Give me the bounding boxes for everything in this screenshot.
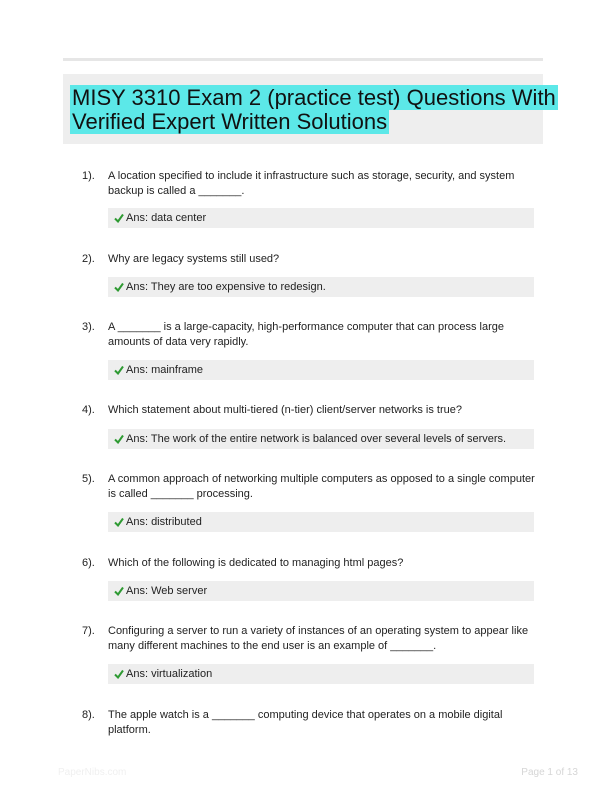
- question-text: Which statement about multi-tiered (n-tier) client/server networks is true?: [108, 404, 462, 416]
- question-text: Which of the following is dedicated to managing html pages?: [108, 557, 404, 569]
- footer-page-number: Page 1 of 13: [521, 767, 578, 778]
- footer-site-watermark: PaperNibs.com: [58, 767, 127, 778]
- answer-box: [108, 664, 534, 684]
- checkmark-icon: [114, 282, 124, 292]
- question-text: A _______ is a large-capacity, high-performance computer that can process large amounts of data very rapidly.: [108, 321, 505, 348]
- question-number: 6).: [82, 557, 95, 569]
- answer-box: [108, 429, 534, 449]
- answer-text: Ans: The work of the entire network is balanced over several levels of servers.: [126, 433, 507, 445]
- checkmark-icon: [114, 365, 124, 375]
- question-number: 3).: [82, 321, 95, 333]
- answer-box: [108, 208, 534, 228]
- question-text: A common approach of networking multiple computers as opposed to a single computer is called _______ processing.: [108, 473, 535, 500]
- question-text: The apple watch is a _______ computing device that operates on a mobile digital platform.: [108, 709, 503, 736]
- question-number: 2).: [82, 253, 95, 265]
- answer-text: Ans: They are too expensive to redesign.: [126, 281, 326, 293]
- answer-box: [108, 360, 534, 380]
- question-number: 1).: [82, 170, 95, 182]
- checkmark-icon: [114, 669, 124, 679]
- checkmark-icon: [114, 213, 124, 223]
- checkmark-icon: [114, 517, 124, 527]
- question-text: A location specified to include it infrastructure such as storage, security, and system backup is called a _______.: [108, 170, 515, 197]
- answer-box: [108, 581, 534, 601]
- answer-text: Ans: distributed: [126, 516, 202, 528]
- answer-text: Ans: virtualization: [126, 668, 213, 680]
- question-text: Why are legacy systems still used?: [108, 253, 280, 265]
- question-number: 5).: [82, 473, 95, 485]
- answer-text: Ans: data center: [126, 212, 207, 224]
- answer-box: [108, 277, 534, 297]
- answer-box: [108, 512, 534, 532]
- answer-text: Ans: mainframe: [126, 364, 204, 376]
- top-divider: [63, 58, 543, 61]
- answer-text: Ans: Web server: [126, 585, 208, 597]
- question-number: 8).: [82, 709, 95, 721]
- question-number: 7).: [82, 625, 95, 637]
- checkmark-icon: [114, 586, 124, 596]
- question-text: Configuring a server to run a variety of instances of an operating system to appear like many different machines to the end user is an example of _______.: [108, 625, 529, 652]
- document-title: MISY 3310 Exam 2 (practice test) Questions With Verified Expert Written Solutions: [72, 85, 556, 134]
- question-number: 4).: [82, 404, 95, 416]
- checkmark-icon: [114, 434, 124, 444]
